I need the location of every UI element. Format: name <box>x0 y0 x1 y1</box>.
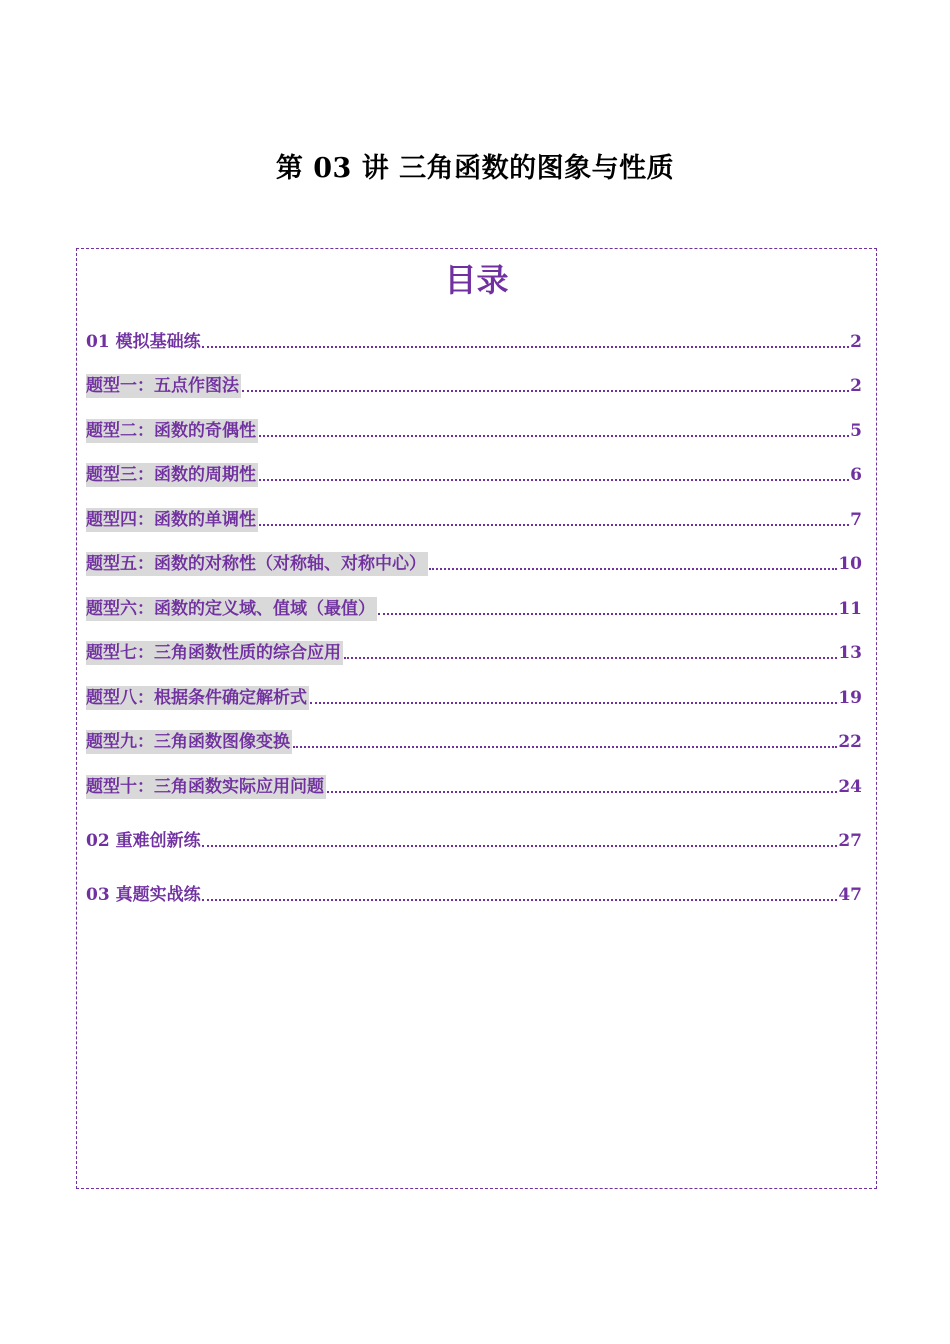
toc-entry-page: 2 <box>850 332 862 352</box>
table-of-contents <box>76 248 877 1189</box>
toc-entry-page: 13 <box>838 643 862 663</box>
toc-leader-dots <box>242 390 849 392</box>
toc-entry-page: 7 <box>850 510 862 530</box>
toc-entry-hard-innovative[interactable] <box>86 829 862 853</box>
toc-leader-dots <box>202 346 850 348</box>
toc-entry-label: 题型一：五点作图法 <box>86 376 239 396</box>
toc-leader-dots <box>259 524 849 526</box>
toc-entry-label: 题型七：三角函数性质的综合应用 <box>86 643 341 663</box>
toc-entry-page: 47 <box>838 885 862 905</box>
toc-entry-label: 题型六：函数的定义域、值域（最值） <box>86 599 375 619</box>
toc-leader-dots <box>378 613 837 615</box>
toc-leader-dots <box>310 702 837 704</box>
toc-entry-label: 02 重难创新练 <box>86 831 201 851</box>
toc-entry-label: 03 真题实战练 <box>86 885 201 905</box>
toc-entry-label: 题型二：函数的奇偶性 <box>86 421 256 441</box>
toc-entry-label: 01 模拟基础练 <box>86 332 201 352</box>
toc-leader-dots <box>293 746 837 748</box>
toc-leader-dots <box>259 479 849 481</box>
toc-entry-type-3[interactable] <box>86 463 862 487</box>
toc-entry-label: 题型九：三角函数图像变换 <box>86 732 290 752</box>
toc-entry-type-2[interactable] <box>86 419 862 443</box>
toc-entry-page: 19 <box>838 688 862 708</box>
toc-leader-dots <box>202 899 838 901</box>
toc-entry-type-10[interactable] <box>86 775 862 799</box>
page-title: 第 03 讲 三角函数的图象与性质 <box>275 153 675 184</box>
toc-entry-page: 10 <box>838 554 862 574</box>
toc-entry-type-9[interactable] <box>86 730 862 754</box>
toc-entry-type-6[interactable] <box>86 597 862 621</box>
toc-entry-page: 5 <box>850 421 862 441</box>
toc-entry-label: 题型十：三角函数实际应用问题 <box>86 777 324 797</box>
toc-heading: 目录 <box>444 261 509 299</box>
toc-entry-page: 2 <box>850 376 862 396</box>
toc-leader-dots <box>327 791 837 793</box>
toc-entry-page: 6 <box>850 465 862 485</box>
toc-entry-type-8[interactable] <box>86 686 862 710</box>
toc-entry-mock-basic[interactable] <box>86 330 862 354</box>
toc-leader-dots <box>429 568 837 570</box>
toc-entry-type-5[interactable] <box>86 552 862 576</box>
toc-entry-label: 题型三：函数的周期性 <box>86 465 256 485</box>
toc-leader-dots <box>344 657 837 659</box>
toc-entry-page: 22 <box>838 732 862 752</box>
toc-entry-real-exam[interactable] <box>86 883 862 907</box>
toc-entry-type-4[interactable] <box>86 508 862 532</box>
toc-entry-label: 题型八：根据条件确定解析式 <box>86 688 307 708</box>
toc-leader-dots <box>259 435 849 437</box>
toc-entry-label: 题型四：函数的单调性 <box>86 510 256 530</box>
toc-leader-dots <box>202 845 838 847</box>
toc-entry-page: 27 <box>838 831 862 851</box>
toc-entry-type-1[interactable] <box>86 374 862 398</box>
toc-entry-page: 11 <box>838 599 862 619</box>
toc-entry-page: 24 <box>838 777 862 797</box>
toc-entry-label: 题型五：函数的对称性（对称轴、对称中心） <box>86 554 426 574</box>
toc-entry-type-7[interactable] <box>86 641 862 665</box>
